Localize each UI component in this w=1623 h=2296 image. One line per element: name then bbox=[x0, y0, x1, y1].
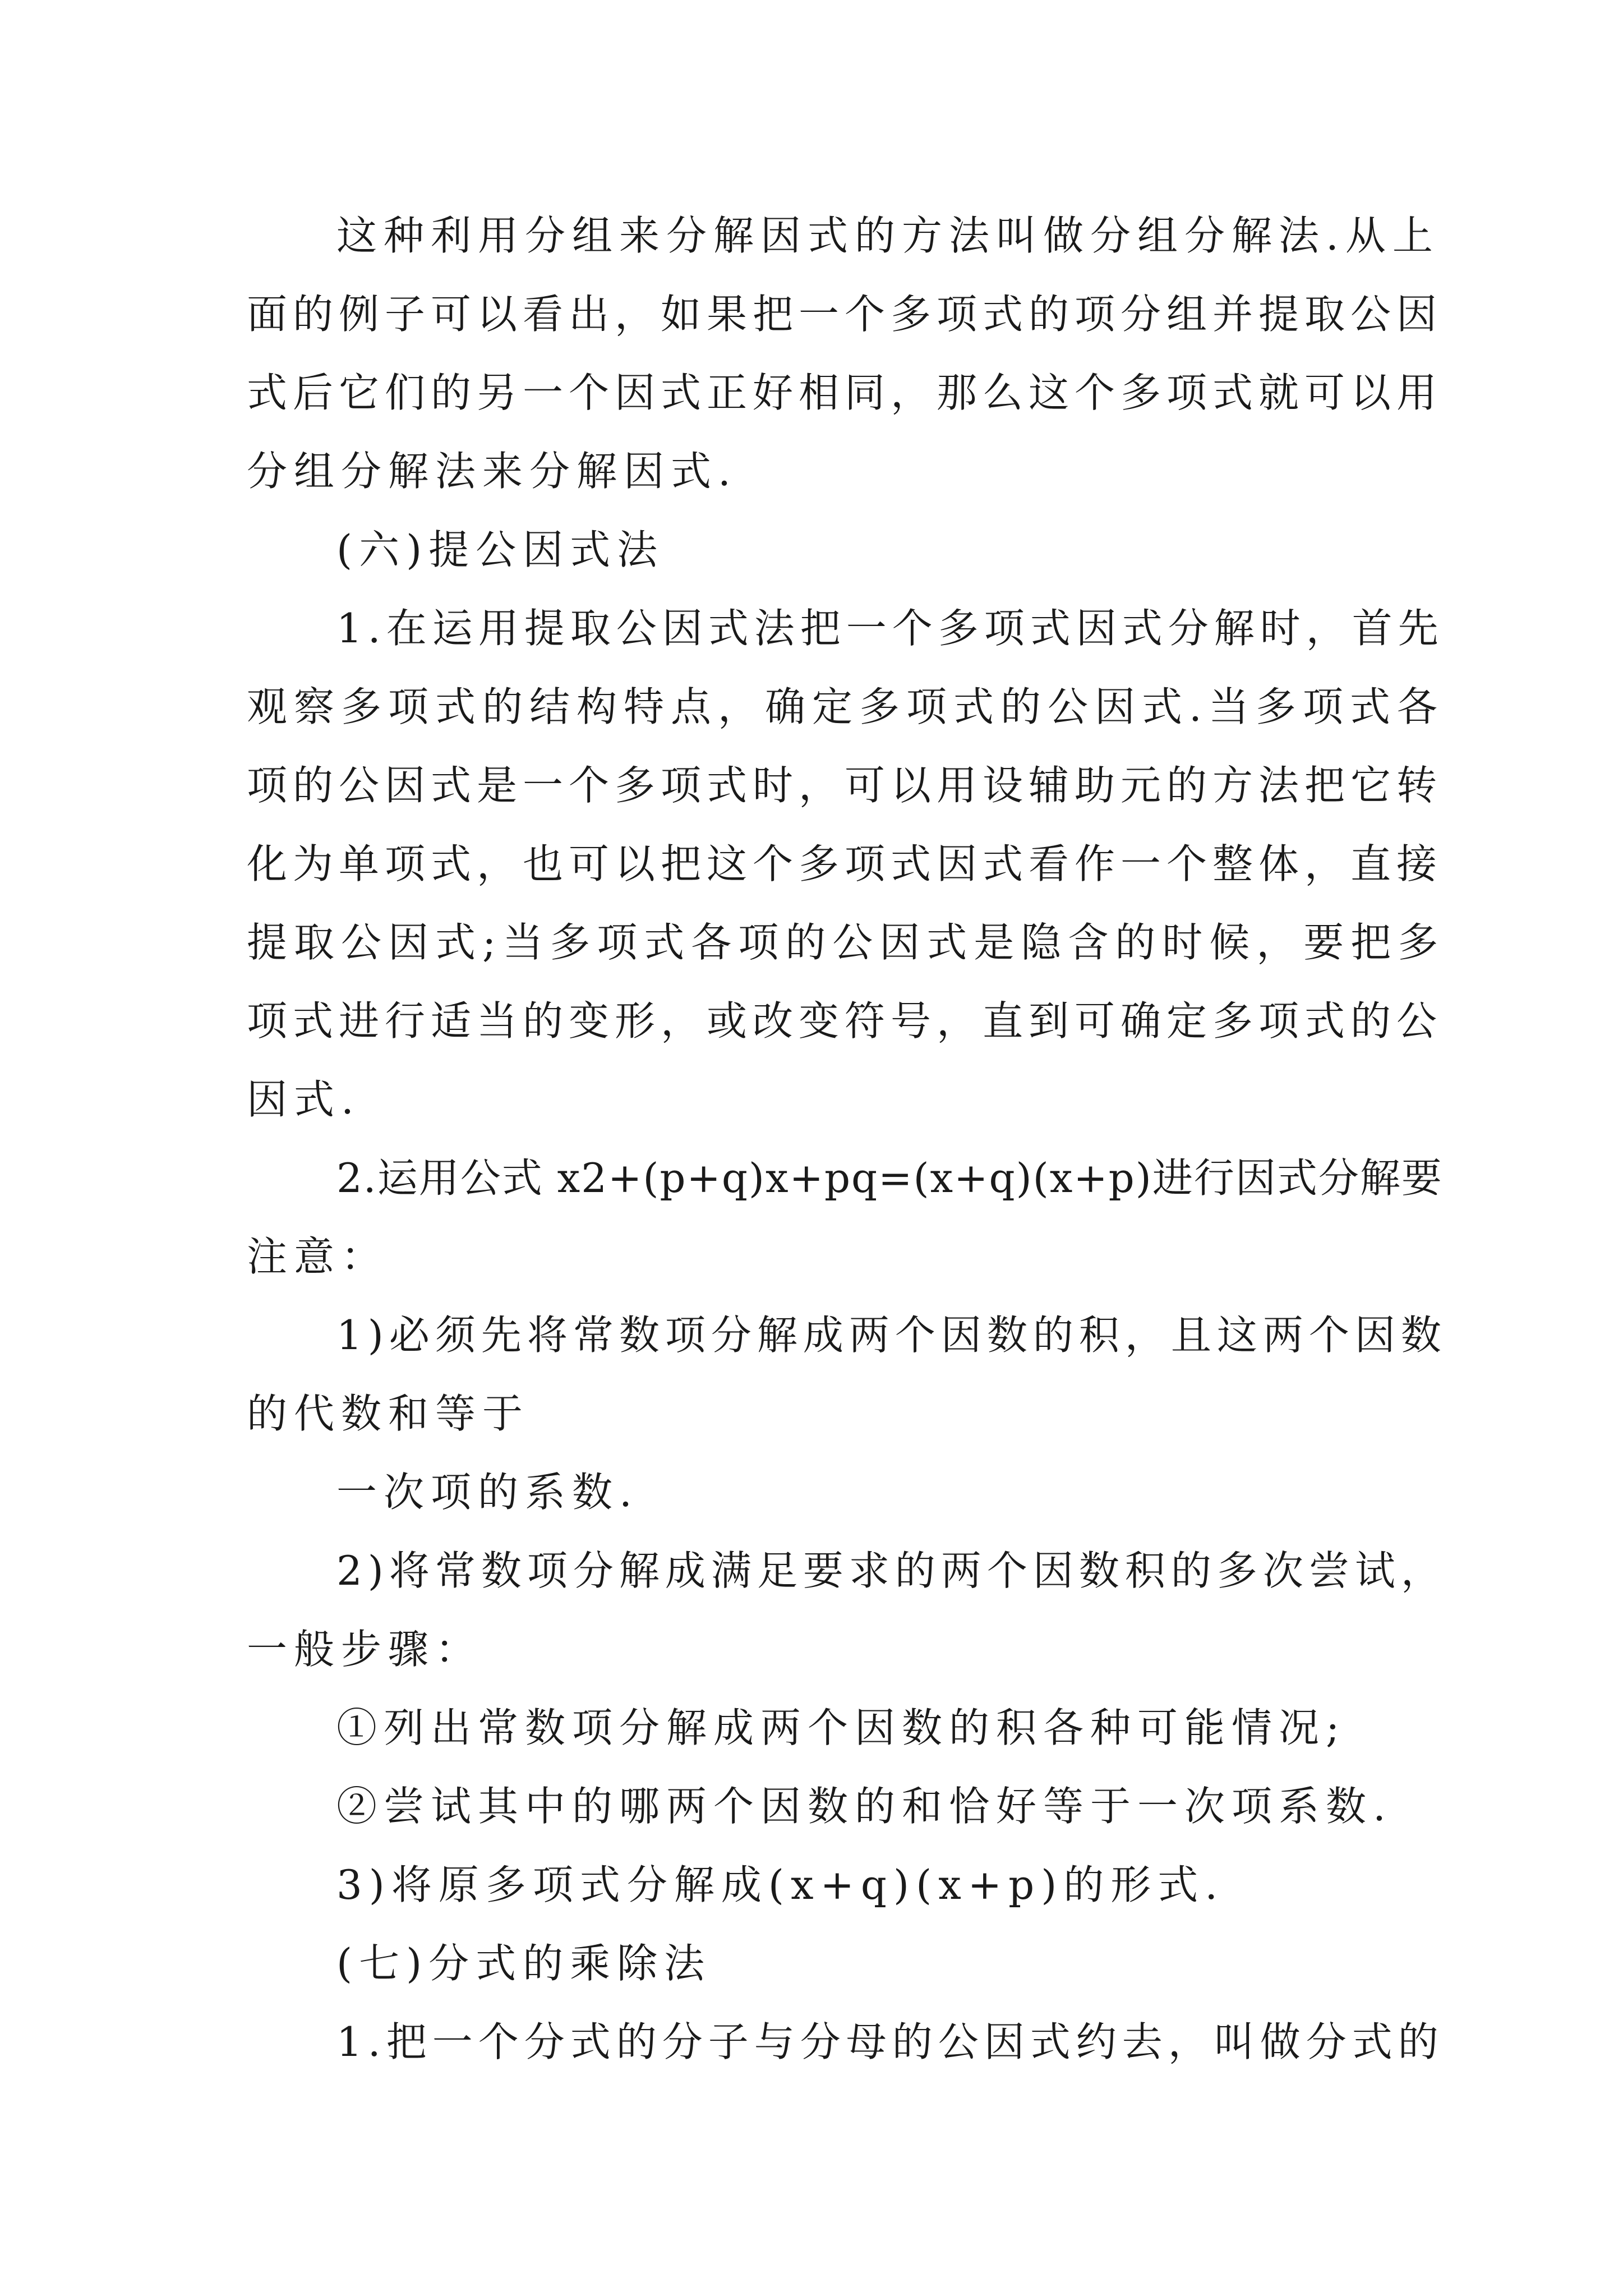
section-heading: (七)分式的乘除法 bbox=[336, 1940, 712, 1987]
paragraph-line: 提取公因式;当多项式各项的公因式是隐含的时候，要把多 bbox=[247, 919, 1445, 966]
paragraph-line: 化为单项式，也可以把这个多项式因式看作一个整体，直接 bbox=[247, 840, 1443, 887]
paragraph-line: 的代数和等于 bbox=[247, 1390, 530, 1437]
list-item: ②尝试其中的哪两个因数的和恰好等于一次项系数. bbox=[336, 1783, 1393, 1830]
paragraph-line: 项式进行适当的变形，或改变符号，直到可确定多项式的公 bbox=[247, 997, 1443, 1045]
paragraph-line: 注意： bbox=[247, 1233, 389, 1280]
paragraph-line: 一次项的系数. bbox=[336, 1469, 639, 1516]
section-heading: (六)提公因式法 bbox=[336, 526, 665, 573]
paragraph-line: 式后它们的另一个因式正好相同，那么这个多项式就可以用 bbox=[247, 369, 1443, 416]
paragraph-line: 1.在运用提取公因式法把一个多项式因式分解时，首先 bbox=[336, 605, 1444, 652]
paragraph-line: 项的公因式是一个多项式时，可以用设辅助元的方法把它转 bbox=[247, 762, 1443, 809]
list-item: ①列出常数项分解成两个因数的积各种可能情况; bbox=[336, 1704, 1347, 1751]
paragraph-line: 因式. bbox=[247, 1076, 361, 1123]
paragraph-line: 一般步骤： bbox=[247, 1626, 483, 1673]
paragraph-line: 2)将常数项分解成满足要求的两个因数积的多次尝试， bbox=[336, 1547, 1447, 1594]
list-item: 3)将原多项式分解成(x+q)(x+p)的形式. bbox=[336, 1861, 1225, 1908]
paragraph-line: 这种利用分组来分解因式的方法叫做分组分解法.从上 bbox=[336, 212, 1440, 259]
paragraph-line: 1.把一个分式的分子与分母的公因式约去，叫做分式的 bbox=[336, 2018, 1444, 2065]
paragraph-line: 分组分解法来分解因式. bbox=[247, 448, 737, 495]
paragraph-line: 面的例子可以看出，如果把一个多项式的项分组并提取公因 bbox=[247, 291, 1443, 338]
paragraph-line: 2.运用公式 x2+(p+q)x+pq=(x+q)(x+p)进行因式分解要 bbox=[336, 1154, 1443, 1202]
paragraph-line: 观察多项式的结构特点，确定多项式的公因式.当多项式各 bbox=[247, 683, 1444, 730]
paragraph-line: 1)必须先将常数项分解成两个因数的积，且这两个因数 bbox=[336, 1312, 1447, 1359]
